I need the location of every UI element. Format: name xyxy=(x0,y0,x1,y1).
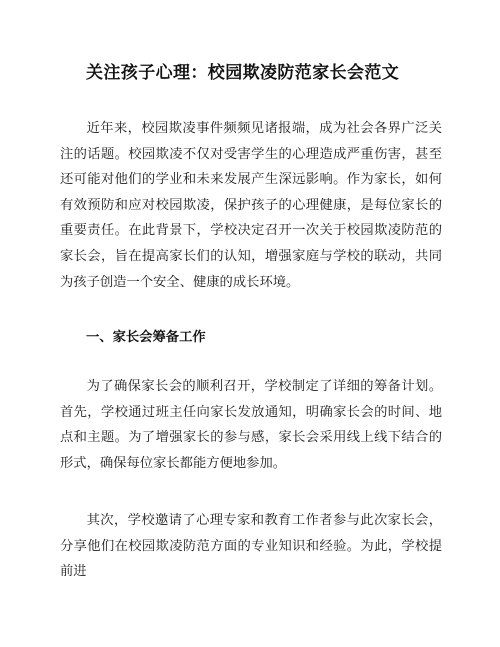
experts-paragraph: 其次，学校邀请了心理专家和教育工作者参与此次家长会，分享他们在校园欺凌防范方面的专业知识和经验。为此，学校提前进 xyxy=(60,513,442,580)
preparation-paragraph: 为了确保家长会的顺利召开，学校制定了详细的筹备计划。首先，学校通过班主任向家长发放通知，明确家长会的时间、地点和主题。为了增强家长的参与感，家长会采用线上线下结合的形式，确保每位家长都能方便地参加。 xyxy=(60,379,442,471)
section-heading: 一、家长会筹备工作 xyxy=(86,330,206,345)
document-title: 关注孩子心理：校园欺凌防范家长会范文 xyxy=(86,63,400,83)
intro-paragraph: 近年来，校园欺凌事件频频见诸报端，成为社会各界广泛关注的话题。校园欺凌不仅对受害学生的心理造成严重伤害，甚至还可能对他们的学业和未来发展产生深远影响。作为家长，如何有效预防和应对校园欺凌，保护孩子的心理健康，是每位家长的重要责任。在此背景下，学校决定召开一次关于校园欺凌防范的家长会，旨在提高家长们的认知，增强家庭与学校的联动，共同为孩子创造一个安全、健康的成长环境。 xyxy=(60,121,442,290)
